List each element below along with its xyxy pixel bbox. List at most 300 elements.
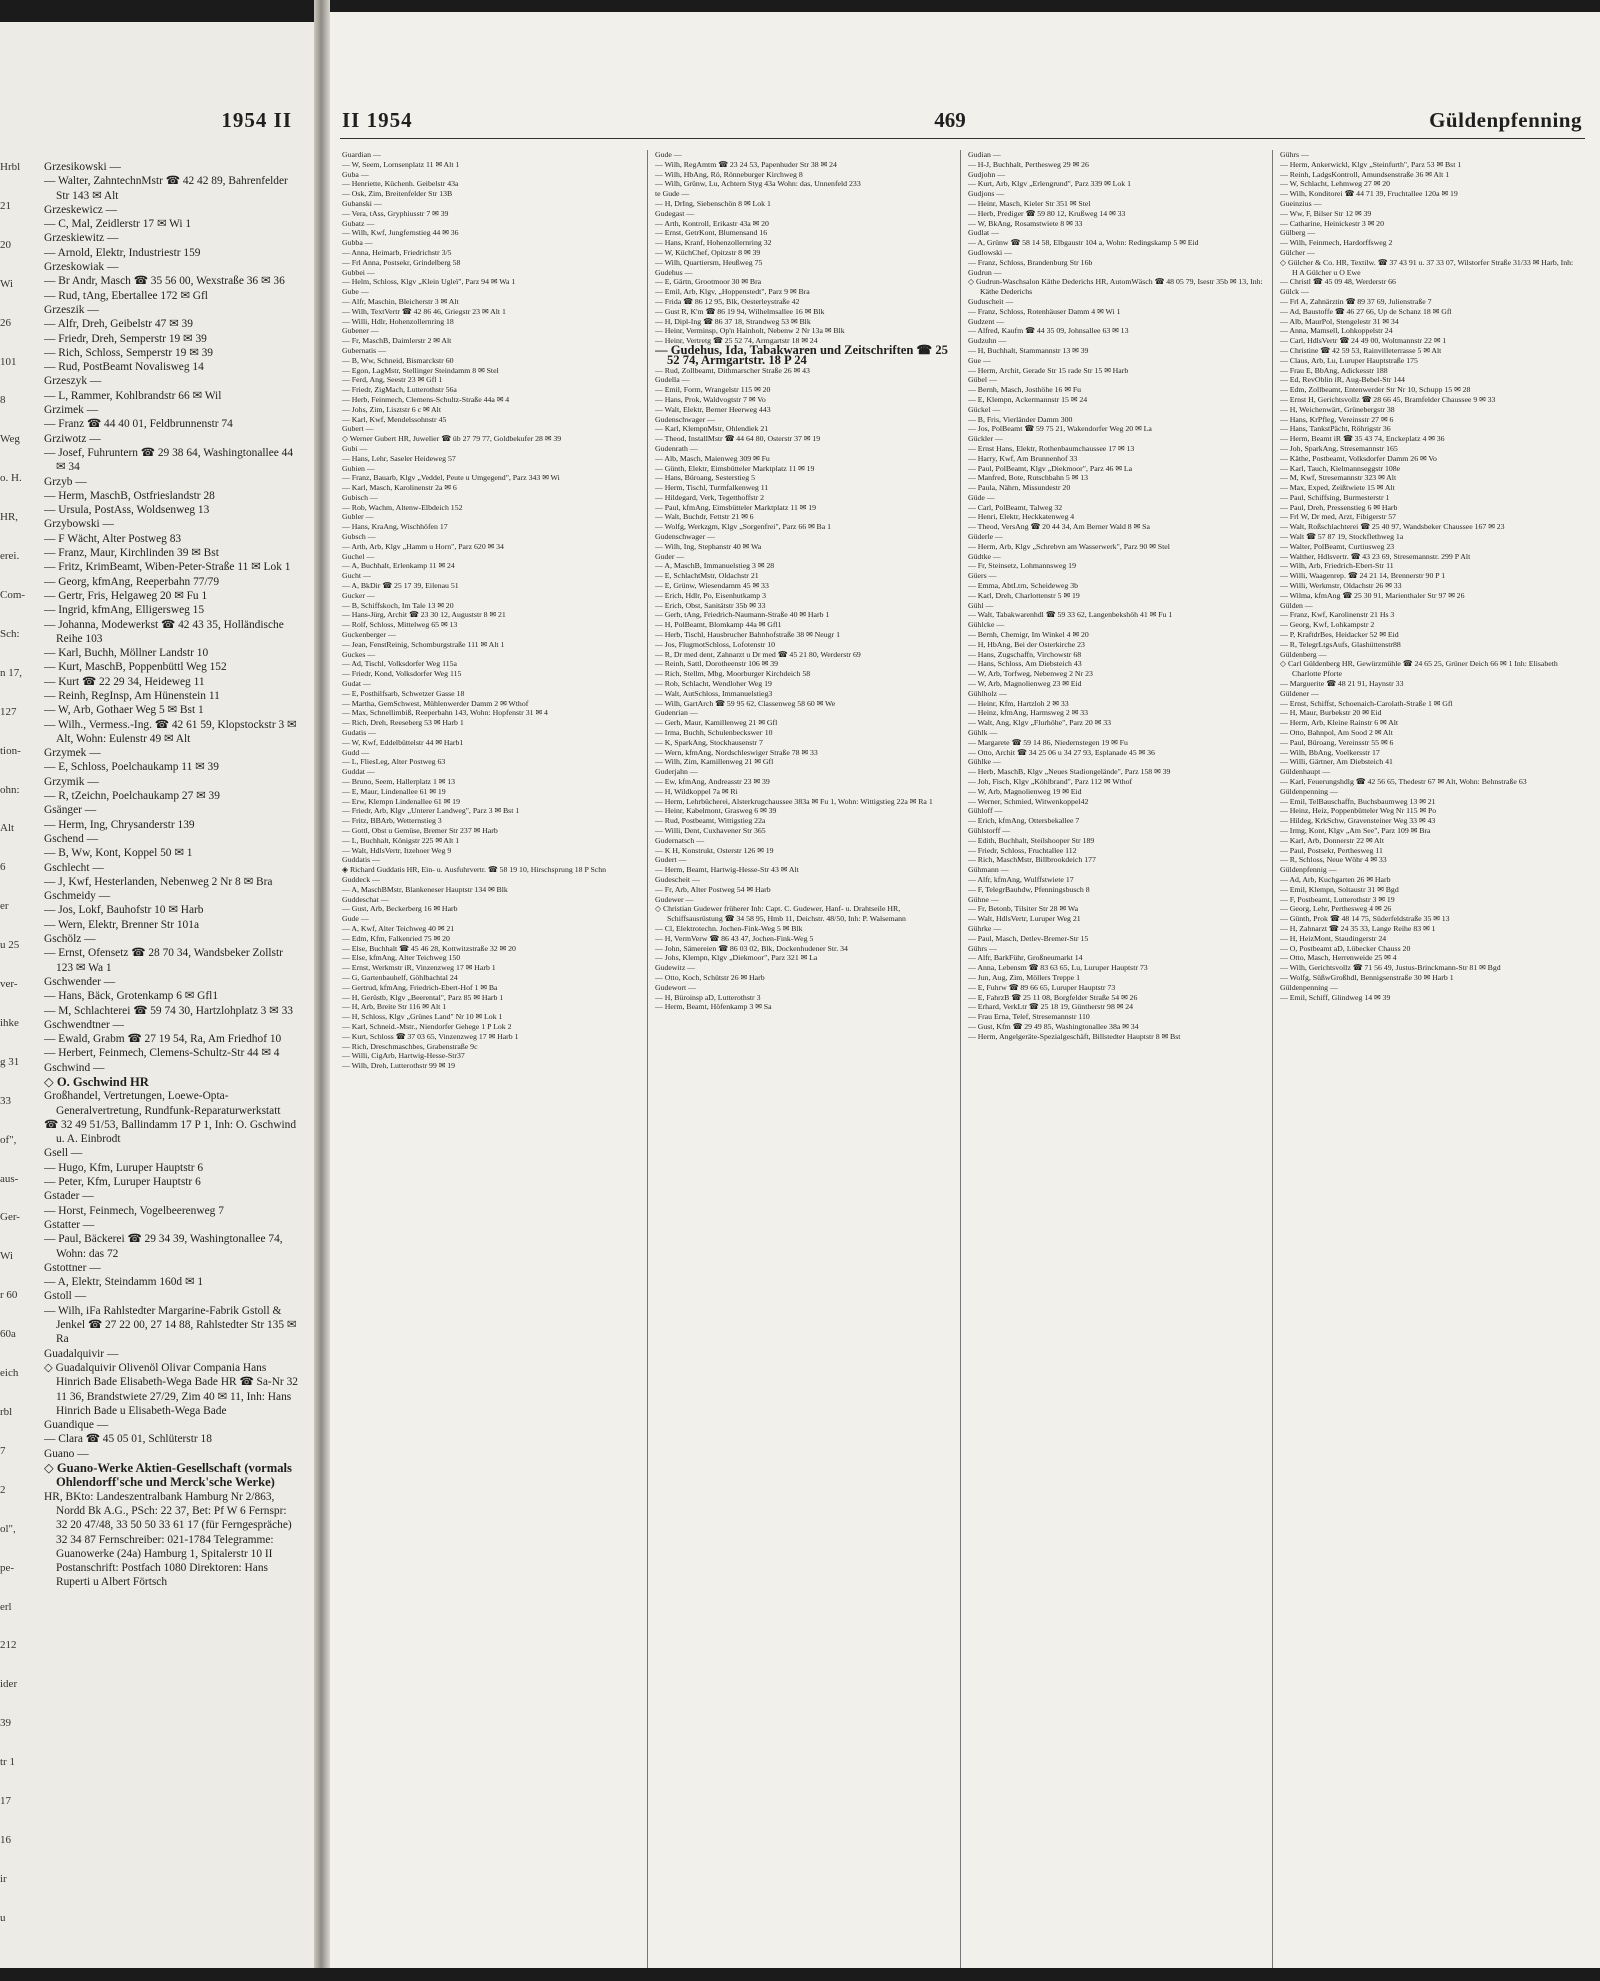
directory-entry: Güde —: [968, 492, 995, 502]
directory-entry: — Catharine, Heinickestr 3 ✉ 20: [1280, 218, 1384, 228]
directory-entry: — Rob, Schlacht, Wendloher Weg 19: [655, 679, 772, 689]
directory-entry: — Herm, Tischl, Turmfalkenweg 11: [655, 483, 769, 493]
directory-entry: Gudat —: [342, 679, 371, 689]
right-page: [330, 12, 1600, 1981]
directory-entry: Gudella —: [655, 375, 690, 385]
directory-entry: Guba —: [342, 169, 369, 179]
directory-entry: — Hans, KrPfleg, Vereinsstr 27 ✉ 6: [1280, 414, 1394, 424]
directory-entry: — Helm, Schloss, Klgv „Klein Ugleï", Parz 94 ✉ Wa 1: [342, 277, 516, 287]
edge-fragment: 212: [0, 1639, 17, 1652]
directory-entry: — Georg, Lehr, Perthesweg 4 ✉ 26: [1280, 904, 1392, 914]
directory-entry: Gubanski —: [342, 198, 382, 208]
directory-entry: — Hans, Schloss, Am Diebsteich 43: [968, 659, 1082, 669]
directory-entry: — Emil, Schiff, Glindweg 14 ✉ 39: [1280, 992, 1391, 1002]
directory-entry: — Cl, Elektrotechn. Jochen-Fink-Weg 5 ✉ Blk: [655, 923, 803, 933]
directory-entry: Gühlke —: [968, 757, 1001, 767]
edge-fragment: of",: [0, 1133, 17, 1146]
directory-entry: Gube —: [342, 287, 369, 297]
directory-entry: — H, Zahnarzt ☎ 24 35 33, Lange Reihe 83 ✉ 1: [1280, 923, 1436, 933]
edge-fragment: erl: [0, 1600, 12, 1613]
directory-entry: — Walt, Elektr, Berner Heerweg 443: [655, 404, 771, 414]
directory-entry: — Rich, Schloss, Semperstr 19 ✉ 39: [44, 346, 214, 359]
directory-entry: Gühne —: [968, 894, 999, 904]
directory-entry: — Br Andr, Masch ☎ 35 56 00, Wexstraße 36 ✉ 36: [44, 275, 285, 288]
edge-fragment: 6: [0, 861, 6, 874]
directory-entry: — Max, Schnellimbiß, Reeperbahn 143, Wohn: Hopfenstr 31 ✉ 4: [342, 708, 548, 718]
directory-entry: Gubien —: [342, 463, 375, 473]
directory-entry: Güers —: [968, 571, 997, 581]
directory-entry: — Willi, Gärtner, Am Diebsteich 41: [1280, 757, 1393, 767]
directory-entry: — Walt, Roßschlachterei ☎ 25 40 97, Wandsbeker Chaussee 167 ✉ 23: [1280, 522, 1505, 532]
directory-entry: — Ernst, GetrKont, Blumensand 16: [655, 228, 768, 238]
directory-entry: — Arth, Arb, Klgv „Hamm u Horn", Parz 620 ✉ 34: [342, 541, 504, 551]
directory-entry: — A, BkDir ☎ 25 17 39, Eilenau 51: [342, 581, 459, 591]
directory-entry: — Bruno, Seem, Hallerplatz 1 ✉ 13: [342, 777, 456, 786]
directory-entry: — Otto, Masch, Herrenweide 25 ✉ 4: [1280, 953, 1397, 963]
directory-entry: — Herb, Feinmech, Clemens-Schultz-Straße 44a ✉ 4: [342, 394, 510, 404]
column-divider: [960, 150, 961, 1980]
directory-entry: — Frida ☎ 86 12 95, Blk, Oesterleystraße 42: [655, 296, 800, 306]
directory-entry: — K, SparkAng, Stockhausenstr 7: [655, 737, 763, 747]
directory-entry: — Else, kfmAng, Alter Teichweg 150: [342, 953, 461, 963]
directory-entry: — Wilh, Grünw, Lu, Achtern Styg 43a Wohn: das, Unnenfeld 233: [655, 179, 861, 189]
directory-entry: — A, Buchhalt, Erlenkamp 11 ✉ 24: [342, 561, 455, 571]
directory-entry: — H, HeizMont, Staudingerstr 24: [1280, 933, 1387, 943]
directory-entry: HR, BKto: Landeszentralbank Hamburg Nr 2/863, Nordd Bk A.G., PSch: 22 37, Bet: Pf W 6 Fernspr: 32 20 47/48, 33 50 50 33 61 17 (für Ferngespräche) 32 34 87 Fernschreiber: 021-1784 Telegramme: Guanowerke (24a) Hamburg 1, Spitalerstr 10 II Postanschrift: Postfach 1080 Direktoren: Hans Ruperti u Albert Förtsch: [44, 1490, 292, 1589]
directory-entry: Gschmeidy —: [44, 890, 111, 903]
directory-entry: — Margarete ☎ 59 14 86, Niedernstegen 19 ✉ Fu: [968, 737, 1128, 747]
directory-entry: — Ew, kfmAng, Andreasstr 23 ✉ 39: [655, 777, 770, 786]
edge-fragment: 21: [0, 199, 11, 212]
directory-entry: Güldenpenning —: [1280, 786, 1338, 796]
directory-entry: Gucker —: [342, 590, 375, 600]
directory-entry: Gülcher —: [1280, 247, 1315, 257]
directory-entry: — B, Fris, Vierländer Damm 300: [968, 414, 1073, 424]
directory-entry: — Gust, Kfm ☎ 29 49 85, Washingtonallee 38a ✉ 34: [968, 1021, 1139, 1031]
edge-fragment: 2: [0, 1483, 6, 1496]
directory-entry: — Werner, Schmied, Witwenkoppel42: [968, 796, 1089, 806]
directory-entry: — Frl Anna, Postsekr, Grindelberg 58: [342, 257, 461, 267]
directory-entry: — Edith, Buchhalt, Steilshooper Str 189: [968, 835, 1095, 845]
directory-entry: — H, PolBeamt, Blomkamp 44a ✉ Gfl1: [655, 620, 782, 630]
directory-entry: — Rich, Stellm, Mbg, Moorburger Kirchdeich 58: [655, 669, 811, 679]
directory-entry: — Günth, Prok ☎ 48 14 75, Süderfeldstraße 35 ✉ 13: [1280, 914, 1450, 924]
directory-entry: — Kurt ☎ 22 29 34, Heideweg 11: [44, 675, 205, 688]
directory-entry: Gubsch —: [342, 532, 376, 542]
directory-entry: — Hildeg, KrkSchw, Gravensteiner Weg 33 ✉ 43: [1280, 816, 1436, 826]
directory-entry: Gudenschwager —: [655, 414, 715, 424]
directory-entry: — Hans, KraAng, Wischhöfen 17: [342, 522, 448, 532]
directory-entry: — Wern, kfmAng, Nordschleswiger Straße 78 ✉ 33: [655, 747, 818, 757]
directory-entry: Guderjahn —: [655, 767, 698, 777]
directory-entry: — Rob, Wachm, Altenw-Elbdeich 152: [342, 502, 463, 512]
directory-column-1: [342, 150, 640, 1980]
directory-entry: — Walter, PolBeamt, Curtiusweg 23: [1280, 541, 1395, 551]
directory-entry: — E, Gärtn, Grootmoor 30 ✉ Bra: [655, 277, 762, 287]
directory-entry: Grzimek —: [44, 404, 99, 417]
directory-entry: Gühlstorff —: [968, 825, 1011, 835]
edge-fragment: 8: [0, 394, 6, 407]
directory-entry: — Franz, Schloss, Rotenhäuser Damm 4 ✉ Wi 1: [968, 306, 1121, 316]
directory-entry: — Emil, Klempn, Soltaustr 31 ✉ Bgd: [1280, 884, 1399, 894]
directory-entry: — Friedr, ZigMach, Lutterothstr 56a: [342, 385, 457, 395]
directory-entry: — H, DrIng, Siebenschön 8 ✉ Lok 1: [655, 198, 771, 208]
directory-entry: — Wilh, Konditorei ☎ 44 71 39, Fruchtallee 120a ✉ 19: [1280, 189, 1458, 199]
running-head-keyword: Güldenpfenning: [1429, 108, 1582, 132]
directory-entry: — W, Arb, Gothaer Weg 5 ✉ Bst 1: [44, 704, 204, 717]
directory-entry: — Herb, Prediger ☎ 59 80 12, Krußweg 14 ✉ 33: [968, 208, 1126, 218]
directory-entry: — Ernst, Werkmstr iR, Vinzenzweg 17 ✉ Harb 1: [342, 963, 496, 973]
edge-fragment: tion-: [0, 744, 21, 757]
directory-entry: ◇ Gudrun-Waschsalon Käthe Dederichs HR, AutomWäsch ☎ 48 05 79, Isestr 35b ✉ 13, Inh: Käthe Dederichs: [968, 277, 1263, 297]
directory-entry: Güldenpenning —: [1280, 982, 1338, 992]
directory-entry: Gudenschwager —: [655, 532, 715, 542]
directory-entry: — Rolf, Schloss, Mittelweg 65 ✉ 13: [342, 620, 458, 630]
directory-entry: — P, KraftdrBes, Heidacker 52 ✉ Eid: [1280, 630, 1399, 640]
directory-entry: — Paul, Bäckerei ☎ 29 34 39, Washingtonallee 74, Wohn: das 72: [44, 1233, 283, 1260]
directory-entry: — Rich, Dreschmaschbes, Grabenstraße 9c: [342, 1041, 478, 1051]
directory-entry: — Herb, MaschB, Klgv „Neues Stadiongelände", Parz 158 ✉ 39: [968, 767, 1171, 777]
directory-entry: — H, Buchhalt, Stammannstr 13 ✉ 39: [968, 345, 1089, 355]
directory-entry: — Emil, TelBauschaffn, Buchsbaumweg 13 ✉ 21: [1280, 796, 1436, 806]
directory-entry: — Joh, SparkAng, Stresemannstr 165: [1280, 443, 1398, 453]
directory-entry: — C, Mal, Zeidlerstr 17 ✉ Wi 1: [44, 218, 192, 231]
directory-entry: Gülck —: [1280, 287, 1309, 297]
directory-entry: — Rich, MaschMstr, Billbrookdeich 177: [968, 855, 1096, 865]
directory-entry: — Hans, Bäck, Grotenkamp 6 ✉ Gfl1: [44, 990, 219, 1003]
directory-entry: — Herm, Arb, Kleine Rainstr 6 ✉ Alt: [1280, 718, 1399, 728]
directory-entry: Gülden —: [1280, 600, 1313, 610]
directory-entry: Güdtke —: [968, 551, 1001, 561]
directory-entry: — Frl W, Dr med, Arzt, Fibigerstr 57: [1280, 512, 1397, 522]
directory-entry: Gudrun —: [968, 267, 1002, 277]
directory-entry: — E, Maur, Lindenallee 61 ✉ 19: [342, 786, 446, 796]
edge-fragment: 16: [0, 1833, 11, 1846]
directory-entry: — Wilma, kfmAng ☎ 25 30 91, Marienthaler Str 97 ✉ 26: [1280, 590, 1465, 600]
directory-entry: — Wilh, Zim, Kamillenweg 21 ✉ Gfl: [655, 757, 774, 767]
directory-entry: — Erhard, VerkLtr ☎ 25 18 19, Güntherstr 98 ✉ 24: [968, 1002, 1134, 1012]
directory-entry: Guano —: [44, 1447, 89, 1460]
directory-entry: — Rud, Zollbeamt, Dithmarscher Straße 26 ✉ 43: [655, 365, 810, 375]
directory-entry: — Herm, Ankerwickl, Klgv „Steinfurth", Parz 53 ✉ Bst 1: [1280, 159, 1462, 169]
directory-column-4: [1280, 150, 1578, 1980]
directory-entry: — Emil, Arb, Klgv, „Hoppenstedt", Parz 9 ✉ Bra: [655, 287, 810, 297]
directory-entry: Guddatis —: [342, 855, 380, 865]
directory-entry: Güldenberg —: [1280, 649, 1327, 659]
edge-fragment: Com-: [0, 588, 26, 601]
directory-entry: — Jos, PolBeamt ☎ 59 75 21, Wakendorfer Weg 20 ✉ La: [968, 424, 1152, 434]
directory-entry: Gubi —: [342, 443, 368, 453]
directory-entry: — Paula, Nährn, Missundestr 20: [968, 483, 1071, 493]
column-divider: [1272, 150, 1273, 1980]
edge-fragment: 60a: [0, 1328, 16, 1341]
directory-entry: Gucht —: [342, 571, 371, 581]
directory-entry: Gudehus —: [655, 267, 693, 277]
directory-entry: Guddeschat —: [342, 894, 389, 904]
directory-firm-entry: ◇ O. Gschwind HR: [44, 1075, 149, 1089]
directory-entry: — L, Buchhalt, Königstr 225 ✉ Alt 1: [342, 835, 460, 845]
directory-entry: Grzesikowski —: [44, 161, 121, 173]
edge-fragment: g 31: [0, 1055, 20, 1068]
directory-entry: Guddat —: [342, 767, 375, 777]
directory-entry: Gudjons —: [968, 189, 1005, 199]
directory-entry: — Gust R, K'm ☎ 86 19 94, Wilhelmsallee 16 ✉ Blk: [655, 306, 825, 316]
directory-entry: — Anna, Lebensm ☎ 83 63 65, Lu, Luruper Hauptstr 73: [968, 963, 1148, 973]
directory-entry: — L, FliesLeg, Alter Postweg 63: [342, 757, 446, 767]
directory-entry: — Otto, Archit ☎ 34 25 06 u 34 27 93, Esplanade 45 ✉ 36: [968, 747, 1155, 757]
edge-fragment: ver-: [0, 978, 18, 991]
directory-entry: — Heinr, Verminsp, Op'n Hainholt, Nebenw 2 Nr 13a ✉ Blk: [655, 326, 845, 336]
edge-fragment: ohn:: [0, 783, 20, 796]
directory-entry: — Wilh, RegAmtm ☎ 23 24 53, Papenhuder Str 38 ✉ 24: [655, 159, 837, 169]
directory-entry: — Henri, Elektr, Heckkatenweg 4: [968, 512, 1075, 522]
directory-entry: — Alb, MaurPol, Stengelestr 31 ✉ 34: [1280, 316, 1399, 326]
directory-entry: Gühmann —: [968, 865, 1009, 875]
directory-entry: Gubatz —: [342, 218, 375, 228]
edge-fragment: er: [0, 900, 9, 913]
directory-entry: — Franz, Maur, Kirchlinden 39 ✉ Bst: [44, 547, 219, 560]
directory-entry: Güderle —: [968, 532, 1003, 542]
directory-entry: Guadalquivir —: [44, 1347, 119, 1360]
directory-entry: — Johs, Zim, Lisztstr 6 c ✉ Alt: [342, 404, 442, 414]
directory-entry: — W, Kwf, Eddelbüttelstr 44 ✉ Harb1: [342, 737, 464, 747]
directory-entry: — A, Kwf, Alter Teichweg 40 ✉ 21: [342, 923, 455, 933]
left-page: [0, 22, 314, 1968]
directory-entry: Gudewitz —: [655, 963, 696, 973]
directory-entry: — Bernh, Chemigr, Im Winkel 4 ✉ 20: [968, 630, 1089, 640]
directory-entry: Gudlowski —: [968, 247, 1012, 257]
directory-entry: Gubener —: [342, 326, 379, 336]
directory-entry: — H, Weichenwärt, Grünebergstr 38: [1280, 404, 1395, 414]
directory-entry: — Irmg, Kont, Klgv „Am See", Parz 109 ✉ Bra: [1280, 825, 1431, 835]
directory-entry: — Wilh, Feinmech, Hardorffsweg 2: [1280, 238, 1393, 248]
directory-columns: [342, 150, 1587, 1980]
directory-entry: — Josef, Fuhruntern ☎ 29 38 64, Washingtonallee 44 ✉ 34: [44, 446, 294, 474]
directory-entry: Grzeszyk —: [44, 375, 102, 388]
directory-entry: — Alfr, kfmAng, Wulffstwiete 17: [968, 874, 1074, 884]
directory-entry: Gudenrian —: [655, 708, 698, 718]
directory-entry: — R, TelegrLtgsAufs, Glashüttenstr88: [1280, 639, 1401, 649]
directory-entry: Gudegast —: [655, 208, 695, 218]
book-gutter: [314, 0, 330, 1981]
directory-entry: ◇ Guadalquivir Olivenöl Olivar Compania Hans Hinrich Bade Elisabeth-Wega Bade HR ☎ Sa-Nr 32 11 36, Brandstwiete 27/29, Zim 40 ✉ 11, Inh: Hans Hinrich Bade u Elisabeth-Wega Bade: [44, 1361, 298, 1417]
directory-entry: — Heinr, Kfm, Hartzloh 2 ✉ 33: [968, 698, 1069, 708]
directory-entry: Gührke —: [968, 923, 1002, 933]
directory-entry: — Friedr, Schloss, Fruchtallee 112: [968, 845, 1077, 855]
directory-entry: — Rud, PostBeamt Novalisweg 14: [44, 361, 204, 374]
edge-fragment: 33: [0, 1094, 11, 1107]
right-running-head-left: II 1954: [342, 108, 413, 132]
directory-entry: — Rich, Dreh, Reeseberg 53 ✉ Harb 1: [342, 718, 464, 728]
directory-entry: — H, VermVerw ☎ 86 43 47, Jochen-Fink-Weg 5: [655, 933, 814, 943]
directory-entry: — Walt, HdlsVertr, Itzehoer Weg 9: [342, 845, 452, 855]
directory-entry: — Frl A, Zahnärztin ☎ 89 37 69, Julienstraße 7: [1280, 296, 1432, 306]
directory-entry: — Erich, Obst, Sanitätstr 35b ✉ 33: [655, 600, 766, 610]
directory-entry: — Ad, Arb, Kuchgarten 26 ✉ Harb: [1280, 874, 1391, 884]
directory-entry: — Karl, Tauch, Kielmannseggstr 108e: [1280, 463, 1401, 473]
directory-entry: Gülberg —: [1280, 228, 1316, 238]
directory-entry: — Heinr, Masch, Kieler Str 351 ✉ Stel: [968, 198, 1091, 208]
directory-entry: — Marguerite ☎ 48 21 91, Haynstr 33: [1280, 679, 1404, 689]
directory-entry: — H, Schloss, Klgv „Grünes Land" Nr 10 ✉ Lok 1: [342, 1012, 503, 1022]
directory-entry: — Ursula, PostAss, Woldsenweg 13: [44, 504, 210, 517]
edge-fragment: 7: [0, 1444, 6, 1457]
directory-entry: — W, KüchChef, Opitzstr 8 ✉ 39: [655, 247, 761, 257]
directory-entry: Guckes —: [342, 649, 376, 659]
directory-entry: Gschlecht —: [44, 861, 104, 874]
directory-entry: Grzymik —: [44, 775, 99, 788]
directory-entry: — Alfr, Maschin, Bleicherstr 3 ✉ Alt: [342, 296, 459, 306]
edge-fragment: o. H.: [0, 472, 22, 485]
edge-fragment: Ger-: [0, 1211, 20, 1224]
directory-entry: — Heinr, Kabelmont, Grasweg 6 ✉ 39: [655, 806, 777, 816]
directory-entry: Guardian —: [342, 150, 381, 159]
directory-entry: — Gottl, Obst u Gemüse, Bremer Str 237 ✉ Harb: [342, 825, 498, 835]
directory-entry: Gstatter —: [44, 1218, 95, 1231]
directory-entry: Guandique —: [44, 1419, 109, 1432]
directory-entry: — Kurt, MaschB, Poppenbüttl Weg 152: [44, 661, 227, 674]
directory-entry: — Wilh, Kwf, Jungfernstieg 44 ✉ 36: [342, 228, 459, 238]
directory-entry: Gschwind —: [44, 1061, 105, 1074]
directory-entry: — H-J, Buchhalt, Perthesweg 29 ✉ 26: [968, 159, 1089, 169]
edge-fragment: u: [0, 1911, 6, 1924]
directory-entry: — Heinz, kfmAng, Harmsweg 2 ✉ 33: [968, 708, 1088, 718]
directory-entry: Gubisch —: [342, 492, 378, 502]
edge-fragment: ir: [0, 1872, 7, 1885]
directory-entry: — Karl, Arb, Donnerstr 22 ✉ Alt: [1280, 835, 1384, 845]
directory-entry: — Gerh, tAng, Friedrich-Naumann-Straße 40 ✉ Harb 1: [655, 610, 830, 620]
directory-entry: — H, Büroinsp aD, Lutterothstr 3: [655, 992, 761, 1002]
directory-entry: — Jos, Lokf, Bauhofstr 10 ✉ Harb: [44, 904, 204, 917]
directory-entry: — Herbert, Feinmech, Clemens-Schultz-Str 44 ✉ 4: [44, 1047, 280, 1060]
directory-entry: — Osk, Zim, Breitenfelder Str 13B: [342, 189, 453, 199]
directory-entry: — Kurt, Schloss ☎ 37 03 65, Vinzenzweg 17 ✉ Harb 1: [342, 1031, 519, 1041]
directory-entry: — Arth, Kontroll, Erikastr 43a ✉ 20: [655, 218, 769, 228]
edge-fragment: tr 1: [0, 1756, 15, 1769]
directory-entry: — Paul, Schiffsing, Burmesterstr 1: [1280, 492, 1390, 502]
edge-fragment: Sch:: [0, 627, 20, 640]
directory-entry: — Hans, Büroang, Sesterstieg 5: [655, 473, 756, 483]
directory-entry: Gührs —: [968, 943, 997, 953]
directory-entry: — Walt, Buchdr, Fettstr 21 ✉ 6: [655, 512, 754, 522]
directory-entry: ◇ Gülcher & Co. HR, Textilw. ☎ 37 43 91 u. 37 33 07, Wilstorfer Straße 31/33 ✉ Harb, Inh: H A Gülcher u O Ewe: [1280, 257, 1574, 277]
directory-entry: — Willi, Hdlr, Hohenzollernring 18: [342, 316, 454, 326]
directory-entry: ◇ Werner Gubert HR, Juwelier ☎ üb 27 79 77, Goldbekufer 28 ✉ 39: [342, 434, 562, 444]
directory-entry: — Herm, Ing, Chrysanderstr 139: [44, 818, 195, 831]
directory-entry: — Käthe, Postbeamt, Volksdorfer Damm 26 ✉ Vo: [1280, 453, 1437, 463]
directory-entry: Gudescheit —: [655, 874, 700, 884]
directory-entry: Grzybowski —: [44, 518, 114, 531]
directory-entry: Gudzuhn —: [968, 336, 1007, 346]
directory-entry: — Ernst, Ofensetz ☎ 28 70 34, Wandsbeker Zollstr 123 ✉ Wa 1: [44, 947, 283, 974]
directory-entry: — Herm, Lehrbücherei, Alsterkrugchaussee 383a ✉ Fu 1, Wohn: Wittigstieg 22a ✉ Ra 1: [655, 796, 933, 806]
directory-entry: ◈ Richard Guddatis HR, Ein- u. Ausfuhrvertr. ☎ 58 19 10, Hirschsprung 18 P Schn: [342, 865, 607, 875]
directory-entry: Grzeskowiak —: [44, 261, 119, 274]
edge-fragment: Weg: [0, 433, 20, 446]
directory-entry: — Herb, Tischl, Hausbrucher Bahnhofstraße 38 ✉ Neugr 1: [655, 630, 840, 640]
directory-entry: — Heinz, Heiz, Poppenbütteler Weg Nr 115 ✉ Po: [1280, 806, 1437, 816]
directory-entry: — Karl, Masch, Karolinenstr 2a ✉ 6: [342, 483, 457, 493]
directory-entry: — Harry, Kwf, Am Brunnenhof 33: [968, 453, 1078, 463]
directory-entry: Gubler —: [342, 512, 374, 522]
directory-entry: — Herm, Angelgeräte-Spezialgeschäft, Billstedter Hauptstr 8 ✉ Bst: [968, 1031, 1181, 1041]
directory-entry: — Wilh, Ing, Stephanstr 40 ✉ Wa: [655, 541, 762, 551]
directory-entry: Gühl —: [968, 600, 994, 610]
directory-entry: Gschwender —: [44, 975, 116, 988]
directory-entry: Gudewer —: [655, 894, 694, 904]
directory-entry: — Paul, PolBeamt, Klgv „Diekmoor", Parz 46 ✉ La: [968, 463, 1133, 473]
directory-entry: — Heinr, Vertretg ☎ 25 52 74, Armgartstr 18 ✉ 24: [655, 336, 818, 346]
directory-entry: — B, Schiffskoch, Im Tale 13 ✉ 20: [342, 600, 454, 610]
directory-entry: — Frau E, BbAng, Adickesstr 188: [1280, 365, 1388, 375]
directory-entry: Gsänger —: [44, 804, 97, 817]
directory-entry: — Wolfg, SüßwGroßhdl, Bennigsenstraße 30 ✉ Harb 1: [1280, 972, 1454, 982]
left-column: [44, 160, 298, 1590]
left-edge-fragments: [0, 160, 38, 1950]
directory-entry: — H, Maur, Burbekstr 20 ✉ Eid: [1280, 708, 1382, 718]
directory-entry: — Erich, Hdlr, Po, Eisenhutkamp 3: [655, 590, 766, 600]
directory-entry: — Wilh., Vermess.-Ing. ☎ 42 61 59, Klopstockstr 3 ✉ Alt, Wohn: Eulenstr 49 ✉ Alt: [44, 718, 297, 745]
directory-firm-entry: ◇ Guano-Werke Aktien-Gesellschaft (vormals Ohlendorff'sche und Merck'sche Werke): [44, 1461, 292, 1490]
directory-entry: — Alfred, Kaufm ☎ 44 35 09, Johnsallee 63 ✉ 13: [968, 326, 1129, 336]
directory-entry: — Fritz, KrimBeamt, Wiben-Peter-Straße 11 ✉ Lok 1: [44, 561, 291, 574]
directory-entry: — Christine ☎ 42 59 53, Rainvilleterrasse 5 ✉ Alt: [1280, 345, 1442, 355]
directory-entry: Gühlk —: [968, 728, 998, 738]
directory-entry: Gudian —: [968, 150, 1001, 159]
edge-fragment: 101: [0, 355, 17, 368]
directory-entry: — Ad, Tischl, Volksdorfer Weg 115a: [342, 659, 457, 669]
directory-entry: — H, Arb, Breite Str 116 ✉ Alt 1: [342, 1002, 447, 1012]
directory-entry: — Irma, Buchh, Schulenbeckswег 10: [655, 728, 773, 738]
directory-entry: — Alfr, BarkFühr, Großneumarkt 14: [968, 953, 1083, 963]
directory-entry: — Hans, TankstPächt, Röhrigstr 36: [1280, 424, 1391, 434]
directory-entry: — Walt ☎ 57 87 19, Stockflethweg 1a: [1280, 532, 1404, 542]
directory-entry: Gudzent —: [968, 316, 1005, 326]
directory-entry: Gühlholz —: [968, 688, 1007, 698]
directory-entry: Gudenrath —: [655, 443, 698, 453]
directory-entry: — Reinh, Sattl, Dorotheenstr 106 ✉ 39: [655, 659, 779, 669]
directory-entry: Gühlcke —: [968, 620, 1005, 630]
directory-entry: — Günth, Elektr, Eimsbütteler Marktplatz 11 ✉ 19: [655, 463, 815, 473]
directory-entry: — Friedr, Dreh, Semperstr 19 ✉ 39: [44, 332, 207, 345]
directory-entry: — Edm, Zollbeamt, Entenwerder Str Nr 10, Schupp 15 ✉ 28: [1280, 385, 1471, 395]
directory-entry: — W, Seem, Lornsenplatz 11 ✉ Alt 1: [342, 159, 460, 169]
directory-entry: — M, Schlachterei ☎ 59 74 30, Hartzlohplatz 3 ✉ 33: [44, 1004, 293, 1017]
left-running-head: 1954 II: [221, 108, 292, 132]
directory-entry: — W, Arb, Magnolienweg 19 ✉ Eid: [968, 786, 1082, 796]
directory-entry: — Vera, tAss, Gryphiusstr 7 ✉ 39: [342, 208, 449, 218]
directory-entry: Grziwotz —: [44, 432, 101, 445]
directory-entry: — A, MaschB, Immanuelstieg 3 ✉ 28: [655, 561, 775, 571]
directory-entry: — Herm, Beamt, Hartwig-Hesse-Str 43 ✉ Alt: [655, 865, 799, 875]
edge-fragment: aus-: [0, 1172, 19, 1185]
directory-entry: — E, Klempn, Ackermannstr 15 ✉ 24: [968, 394, 1088, 404]
directory-entry: Guchel —: [342, 551, 375, 561]
directory-entry: — Franz ☎ 44 40 01, Feldbrunnenstr 74: [44, 418, 233, 431]
directory-entry: — Jun, Aug, Zim, Möllers Treppe 1: [968, 972, 1080, 982]
directory-entry: — Ernst, Schiffst, Schoenaich-Carolath-Straße 1 ✉ Gfl: [1280, 698, 1453, 708]
directory-entry: Grzyb —: [44, 475, 87, 488]
directory-entry: Guduscheit —: [968, 296, 1014, 306]
directory-entry: — Erw, Klempn Lindenallee 61 ✉ 19: [342, 796, 460, 806]
directory-entry: — K H, Konstrukt, Osterstr 126 ✉ 19: [655, 845, 774, 855]
directory-entry: — Karl, Kwf, Mendelssohnstr 45: [342, 414, 447, 424]
directory-entry: — Ewald, Grabm ☎ 27 19 54, Ra, Am Friedhof 10: [44, 1033, 282, 1046]
directory-entry: — R, tZeichn, Poelchaukamp 27 ✉ 39: [44, 790, 220, 803]
directory-entry: — Henriette, Küchenh. Geibelstr 43a: [342, 179, 459, 189]
directory-entry: — Johanna, Modewerkst ☎ 42 43 35, Holländische Reihe 103: [44, 618, 284, 645]
directory-entry: te Gude —: [655, 189, 690, 199]
